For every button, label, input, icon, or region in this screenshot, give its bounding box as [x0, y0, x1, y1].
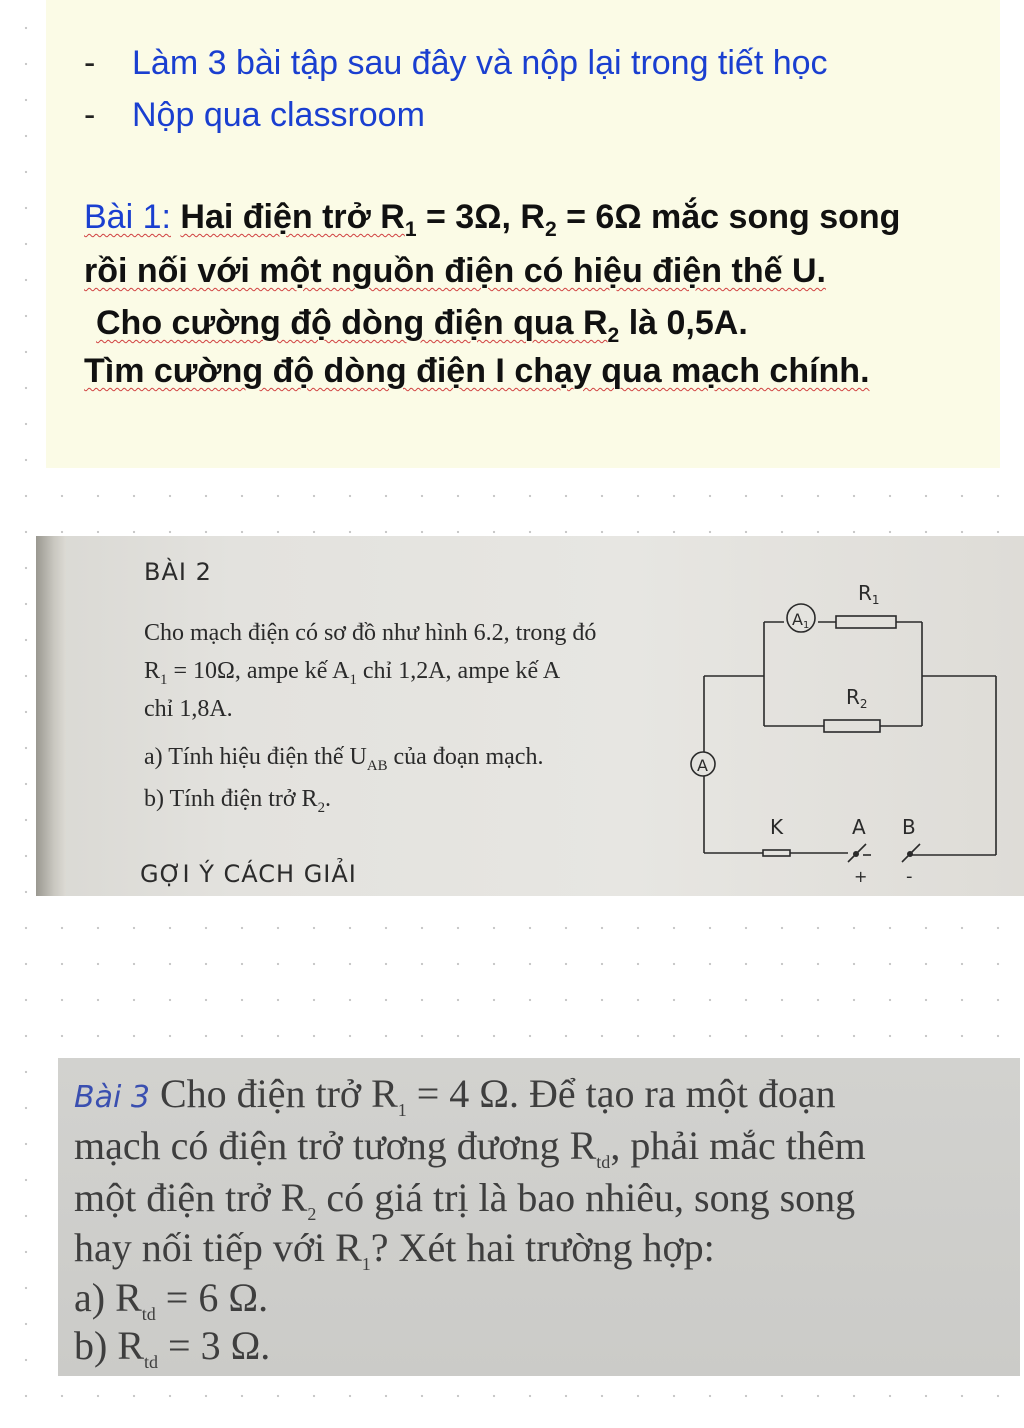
sub: td	[144, 1352, 159, 1372]
bai1-text: là 0,5A.	[619, 304, 748, 342]
r2-label: $R_2$	[846, 685, 868, 711]
sub: td	[596, 1152, 611, 1172]
text: = 4 Ω. Để tạo ra một đoạn	[406, 1071, 836, 1116]
bai1-label: Bài 1:	[84, 198, 171, 236]
text: .	[325, 786, 332, 812]
text: b) R	[74, 1323, 144, 1368]
text: có giá trị là bao nhiêu, song song	[316, 1175, 856, 1220]
bai2-line-2	[144, 658, 560, 689]
text: mạch có điện trở tương đương R	[74, 1123, 597, 1168]
sub: 1	[404, 217, 417, 241]
bai1-line-2: rồi nối với một nguồn điện có hiệu điện thế U.	[84, 252, 826, 290]
bai1-text: = 3Ω, R	[416, 198, 545, 236]
text: = 10Ω, ampe kế A	[167, 658, 350, 684]
bai3-photo	[58, 1058, 1020, 1376]
bai1-text: Hai điện trở R	[180, 198, 405, 236]
bullet-dash: -	[84, 96, 96, 134]
sub: td	[141, 1304, 156, 1324]
text: b) Tính điện trở R	[144, 786, 318, 812]
text: chỉ 1,2A, ampe kế A	[356, 658, 561, 684]
sub: 1	[349, 671, 357, 688]
bai1-line-4: Tìm cường độ dòng điện I chạy qua mạch chính.	[84, 352, 870, 390]
sub: 1	[361, 1254, 371, 1274]
text: hay nối tiếp với R	[74, 1225, 362, 1270]
text: R	[144, 658, 161, 684]
bai2-line-3: chỉ 1,8A.	[144, 696, 233, 722]
text: a) R	[74, 1275, 142, 1320]
k-label: K	[770, 815, 784, 839]
resistor-r1	[836, 616, 896, 628]
bai1-text: Cho cường độ dòng điện qua R	[96, 304, 608, 342]
sub: AB	[366, 757, 388, 774]
bullet-text: Nộp qua classroom	[132, 96, 425, 134]
bai2-line-1: Cho mạch điện có sơ đồ như hình 6.2, trong đó	[144, 620, 597, 646]
r1-label: $R_1$	[858, 581, 880, 607]
bai1-line-1	[84, 198, 900, 242]
bai1-slide	[46, 0, 1000, 468]
bai1-text: = 6Ω mắc song song	[556, 198, 901, 236]
bai2-question-a	[144, 744, 543, 775]
bullet-dash: -	[84, 44, 96, 82]
bai3-line-1	[74, 1070, 836, 1121]
resistor-r2	[824, 720, 880, 732]
text: của đoạn mạch.	[387, 744, 544, 770]
text: một điện trở R	[74, 1175, 308, 1220]
sub: 2	[607, 323, 620, 347]
text: a) Tính hiệu điện thế U	[144, 744, 367, 770]
sub: 1	[397, 1100, 407, 1120]
terminal-b-dot	[907, 851, 913, 857]
bai1-line-3	[96, 304, 748, 348]
handwritten-label: Bài 3	[74, 1080, 150, 1115]
bullet-item-1	[84, 44, 828, 83]
terminal-a-label: A	[852, 815, 866, 839]
bai3-line-4	[74, 1224, 715, 1275]
book-spine	[36, 536, 66, 896]
bai3-case-b	[74, 1322, 270, 1373]
sub: 2	[317, 799, 326, 816]
a-label: A	[697, 756, 708, 775]
bullet-item-2	[84, 96, 425, 135]
text: , phải mắc thêm	[610, 1123, 866, 1168]
terminal-b-label: B	[902, 815, 916, 839]
terminal-a-dot	[853, 851, 859, 857]
bai2-question-b	[144, 786, 331, 817]
bai2-heading: BÀI 2	[144, 558, 212, 586]
sub: 2	[544, 217, 557, 241]
bai3-case-a	[74, 1274, 268, 1325]
minus-sign: -	[906, 866, 913, 887]
text: = 3 Ω.	[158, 1323, 271, 1368]
bai3-line-3	[74, 1174, 855, 1225]
bai2-hint-heading: GỢI Ý CÁCH GIẢI	[140, 860, 357, 888]
sub: 2	[307, 1204, 317, 1224]
text: Cho điện trở R	[149, 1071, 398, 1116]
bai2-photo	[36, 536, 1024, 896]
plus-sign: +	[854, 867, 868, 886]
sub: 1	[160, 671, 168, 688]
switch-k	[763, 850, 790, 856]
bai3-line-2	[74, 1122, 866, 1173]
text: ? Xét hai trường hợp:	[370, 1225, 715, 1270]
a1-label: A1	[792, 610, 810, 631]
circuit-diagram	[666, 576, 1006, 896]
bullet-text: Làm 3 bài tập sau đây và nộp lại trong tiết học	[132, 44, 828, 82]
text: = 6 Ω.	[155, 1275, 269, 1320]
